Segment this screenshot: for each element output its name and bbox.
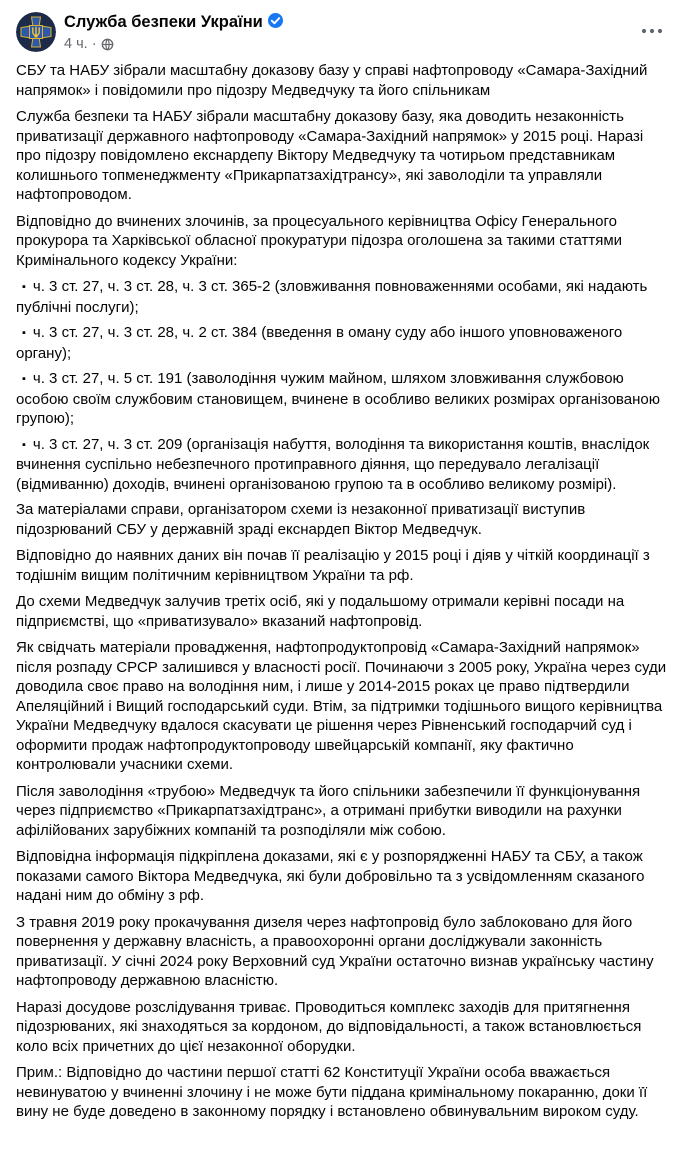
more-options-button[interactable] <box>637 18 667 45</box>
post-paragraph: До схеми Медведчук залучив третіх осіб, які у подальшому отримали керівні посади на підприємстві, що «приватизувало» вказаний нафтопровід. <box>16 593 629 630</box>
post-paragraph: З травня 2019 року прокачування дизеля через нафтопровід було заблоковано для його повернення у державну власність, а правоохоронні органи досліджували законність приватизації. У січні 2024 року Верховний суд України остаточно визнав українську частину нафтопроводу державною власністю. <box>16 913 658 989</box>
post-header <box>0 0 683 52</box>
post-paragraph: Наразі досудове розслідування триває. Проводиться комплекс заходів для притягнення підозрюваних, які знаходяться за кордоном, до відповідальності, а також встановлюється коло всіх причетних до цієї незаконної оборудки. <box>16 998 646 1055</box>
post-bullet-item <box>16 277 667 317</box>
page-name-link[interactable]: Служба безпеки України <box>64 13 263 32</box>
post-paragraph: Як свідчать матеріали провадження, нафтопродуктопровід «Самара-Західний напрямок» після розпаду СРСР залишився у власності росії. Починаючи з 2005 року, Україна через суди доводила своє право на володіння ним, і лише у 2014-2015 роках це право підтвердили Апеляційний і Вищий господарський суди. Втім, за підтримки тодішнього вищого керівництва України Медведчуку вдалося скасувати це рішення через Рівненський господарчий суд і оформити продаж нафтопродуктопроводу швейцарській компанії, яку фактично контролювали учасники схеми. <box>16 639 671 773</box>
bullet-text: ч. 3 ст. 27, ч. 5 ст. 191 (заволодіння чужим майном, шляхом зловживання службовою особою своїм службовим становищем, вчинене в особливо великих розмірах організованою групою); <box>16 370 665 427</box>
post-paragraph: За матеріалами справи, організатором схеми із незаконної приватизації виступив підозрюваний СБУ у державній зраді екснардеп Віктор Медведчук. <box>16 501 590 538</box>
more-options-icon <box>641 24 663 39</box>
post-paragraph: Після заволодіння «трубою» Медведчук та його спільники забезпечили її функціонування через підприємство «Прикарпатзахідтранс», а отримані прибутки виводили на рахунки афілійованих зарубіжних компаній та розподіляли між собою. <box>16 782 645 839</box>
page-avatar[interactable] <box>16 12 56 52</box>
bullet-square-icon: ▪ <box>22 373 26 385</box>
name-row <box>64 13 637 33</box>
post-paragraph: Прим.: Відповідно до частини першої статті 62 Конституції України особа вважається невинуватою у вчиненні злочину і не може бути піддана кримінальному покаранню, доки її вину не буде доведено в законному порядку і встановлено обвинувальним вироком суду. <box>16 1064 652 1120</box>
post-body-text <box>0 52 683 1153</box>
header-info <box>64 12 637 52</box>
post-bullet-item <box>16 435 667 495</box>
bullet-text: ч. 3 ст. 27, ч. 3 ст. 209 (організація набуття, володіння та використання коштів, внаслідок вчинення суспільно небезпечного протиправного діяння, що передувало легалізації (відмиванню) доходів, вчинені організованою групою та в особливо великому розмірі). <box>16 435 654 493</box>
verified-badge-icon <box>268 13 283 33</box>
post-paragraph: Відповідна інформація підкріплена доказами, які є у розпорядженні НАБУ та СБУ, а також показами самого Віктора Медведчука, які були добровільно та з усвідомленням сказаного надані ним до обміну з рф. <box>16 848 649 904</box>
bullet-text: ч. 3 ст. 27, ч. 3 ст. 28, ч. 2 ст. 384 (введення в оману суду або іншого уповноваженого органу); <box>16 324 627 362</box>
sbu-emblem-icon <box>16 40 56 52</box>
bullet-square-icon: ▪ <box>22 327 26 339</box>
bullet-square-icon: ▪ <box>22 438 26 451</box>
post-timestamp[interactable]: 4 ч. <box>64 36 88 52</box>
post-paragraph: СБУ та НАБУ зібрали масштабну доказову базу у справі нафтопроводу «Самара-Західний напрямок» і повідомили про підозру Медведчуку та його спільникам <box>16 62 652 99</box>
post-paragraph: Відповідно до вчинених злочинів, за процесуального керівництва Офісу Генерального прокурора та Харківської обласної прокуратури підозра оголошена за такими статтями Кримінального кодексу України: <box>16 212 627 269</box>
post-paragraph: Відповідно до наявних даних він почав її реалізацію у 2015 році і діяв у чіткій координації з тодішнім вищим політичним керівництвом України та рф. <box>16 547 654 584</box>
post-bullet-item <box>16 369 667 429</box>
meta-separator: · <box>91 36 97 52</box>
post-paragraph: Служба безпеки та НАБУ зібрали масштабну доказову базу, яка доводить незаконність приватизації державного нафтопроводу «Самара-Західний напрямок» у 2015 році. Наразі про підозру повідомлено екснардепу Віктору Медведчуку та чотирьом представникам колишнього топменеджменту «Прикарпатзахідтрансу», які заволоділи та управляли нафтопроводом. <box>16 108 648 203</box>
post-bullet-item <box>16 323 667 363</box>
post-meta-row <box>64 36 637 52</box>
privacy-globe-icon <box>101 38 114 51</box>
bullet-square-icon: ▪ <box>22 281 26 293</box>
bullet-text: ч. 3 ст. 27, ч. 3 ст. 28, ч. 3 ст. 365-2 (зловживання повноваженнями особами, які надають публічні послуги); <box>16 278 652 316</box>
